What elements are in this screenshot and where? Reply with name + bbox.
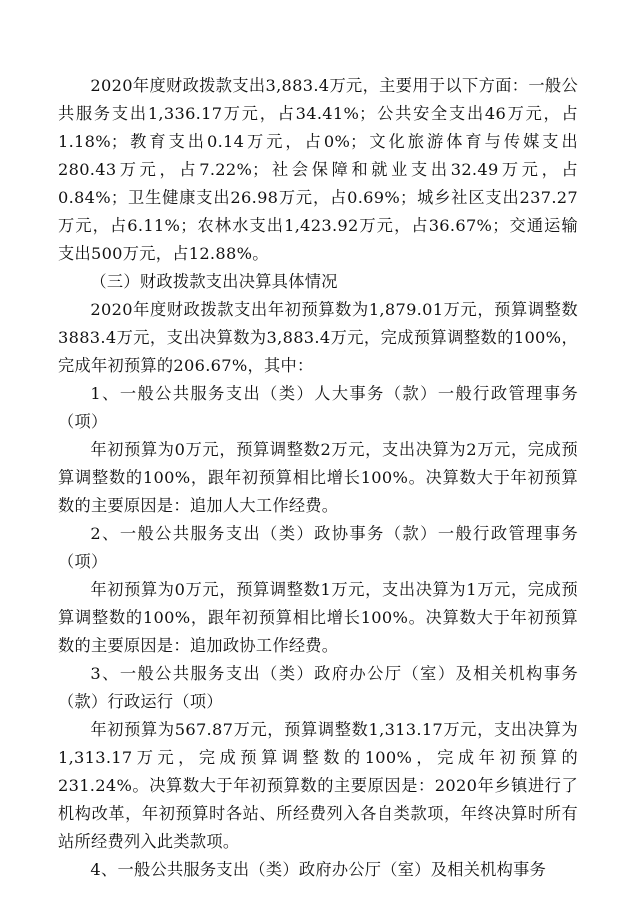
paragraph-budget-overview: 2020年度财政拨款支出年初预算数为1,879.01万元，预算调整数3883.4万元，支出决算数为3,883.4万元，完成预算调整数的100%，完成年初预算的206.67%，其中： [58,300,578,375]
paragraph-expenditure-summary: 2020年度财政拨款支出3,883.4万元，主要用于以下方面：一般公共服务支出1,336.17万元，占34.41%；公共安全支出46万元，占1.18%；教育支出0.14万元，占0%；文化旅游体育与传媒支出280.43万元，占7.22%；社会保障和就业支出32.49万元，占0.84%；卫生健康支出26.98万元，占0.69%；城乡社区支出237.27万元，占6.11%；农林水支出1,423.92万元，占36.67%；交通运输支出500万元，占12.88%。 [58,76,578,263]
paragraph-item-2: 年初预算为0万元，预算调整数1万元，支出决算为1万元，完成预算调整数的100%，跟年初预算相比增长100%。决算数大于年初预算数的主要原因是：追加政协工作经费。 [58,580,578,655]
paragraph-item-1: 年初预算为0万元，预算调整数2万元，支出决算为2万元，完成预算调整数的100%，跟年初预算相比增长100%。决算数大于年初预算数的主要原因是：追加人大工作经费。 [58,440,578,515]
section-heading-3: （三）财政拨款支出决算具体情况 [90,272,338,291]
item-heading-2: 2、一般公共服务支出（类）政协事务（款）一般行政管理事务（项） [58,524,578,571]
document-body [58,72,578,884]
item-heading-1: 1、一般公共服务支出（类）人大事务（款）一般行政管理事务（项） [58,384,578,431]
item-heading-4: 4、一般公共服务支出（类）政府办公厅（室）及相关机构事务 [90,860,547,879]
item-heading-3: 3、一般公共服务支出（类）政府办公厅（室）及相关机构事务（款）行政运行（项） [58,664,578,711]
paragraph-item-3: 年初预算为567.87万元，预算调整数1,313.17万元，支出决算为1,313.17万元，完成预算调整数的100%，完成年初预算的231.24%。决算数大于年初预算数的主要原因是：2020年乡镇进行了机构改革，年初预算时各站、所经费列入各自类款项，年终决算时所有站所经费列入此类款项。 [58,720,578,851]
